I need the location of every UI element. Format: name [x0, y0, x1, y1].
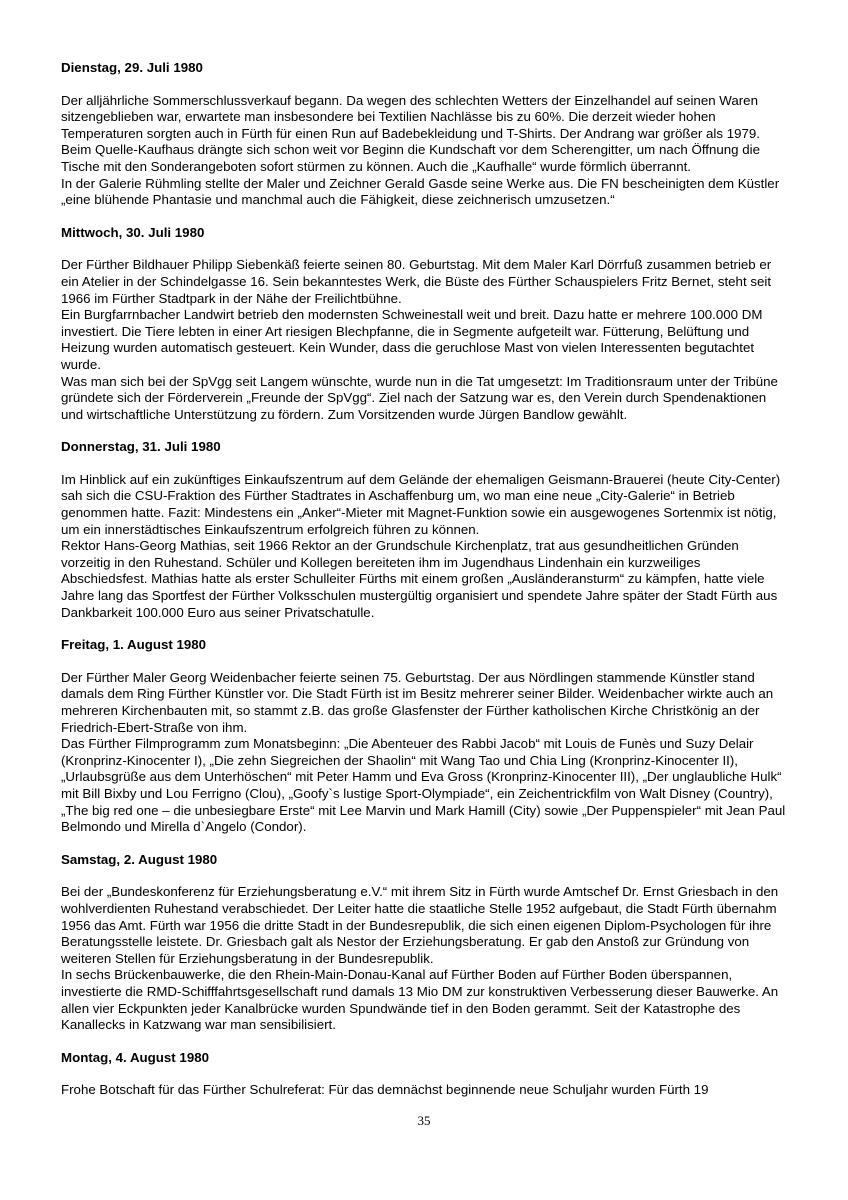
- entry-1980-07-30: [61, 225, 789, 424]
- entry-date-heading: Donnerstag, 31. Juli 1980: [61, 439, 221, 455]
- entry-paragraph: Ein Burgfarrnbacher Landwirt betrieb den modernsten Schweinestall weit und breit. Dazu hatte er mehrere 100.000 DM investiert. Die Tiere lebten in einer Art riesigen Blechpfanne, die in Segmente aufgeteilt war. Fütterung, Belüftung und Heizung wurden automatisch gesteuert. Kein Wunder, dass die geruchlose Mast von vielen Interessenten begutachtet wurde.: [61, 307, 763, 372]
- entry-paragraph: Im Hinblick auf ein zukünftiges Einkaufszentrum auf dem Gelände der ehemaligen Geismann-Brauerei (heute City-Center) sah sich die CSU-Fraktion des Fürther Stadtrates in Aschaffenburg um, wo man eine neue „City-Galerie“ in Betrieb genommen hatte. Fazit: Mindestens ein „Anker“-Mieter mit Magnet-Funktion sowie ein ausgewogenes Sortenmix ist nötig, um ein innerstädtisches Einkaufszentrum erfolgreich führen zu können.: [61, 471, 781, 537]
- entry-1980-07-29: [61, 60, 789, 209]
- entry-date-heading: Montag, 4. August 1980: [61, 1049, 210, 1065]
- entry-paragraph: Bei der „Bundeskonferenz für Erziehungsberatung e.V.“ mit ihrem Sitz in Fürth wurde Amtschef Dr. Ernst Griesbach in den wohlverdienten Ruhestand verabschiedet. Der Leiter hatte die staatliche Stelle 1952 aufgebaut, die Stadt Fürth übernahm 1956 das Amt. Fürth war 1956 die dritte Stadt in der Bundesrepublik, die sich einen eigenen Diplom-Psychologen für ihre Beratungsstelle leistete. Dr. Griesbach galt als Nestor der Erziehungsberatung. Er gab den Anstoß zur Gründung von weiteren Stellen für Erziehungsberatung in der Bundesrepublik.: [61, 884, 779, 966]
- entry-paragraph: Das Fürther Filmprogramm zum Monatsbeginn: „Die Abenteuer des Rabbi Jacob“ mit Louis de Funès und Suzy Delair (Kronprinz-Kinocenter I), „Die zehn Siegreichen der Shaolin“ mit Wang Tao und Chia Ling (Kronprinz-Kinocenter II), „Urlaubsgrüße aus dem Unterhöschen“ mit Peter Hamm und Eva Gross (Kronprinz-Kinocenter III), „Der unglaubliche Hulk“ mit Bill Bixby und Lou Ferrigno (Clou), „Goofy`s lustige Sport-Olympiade“, ein Zeichentrickfilm von Walt Disney (Country), „The big red one – die unbesiegbare Erste“ mit Lee Marvin und Mark Hamill (City) sowie „Der Puppenspieler“ mit Jean Paul Belmondo und Mirella d`Angelo (Condor).: [61, 736, 786, 835]
- entry-date-heading: Freitag, 1. August 1980: [61, 637, 207, 653]
- page-number: 35: [417, 1113, 431, 1128]
- entry-paragraph: Rektor Hans-Georg Mathias, seit 1966 Rektor an der Grundschule Kirchenplatz, trat aus gesundheitlichen Gründen vorzeitig in den Ruhestand. Schüler und Kollegen bereiteten ihm im Jugendhaus Lindenhain ein kurzweiliges Abschiedsfest. Mathias hatte als erster Schulleiter Fürths mit einem großen „Ausländeransturm“ zu kämpfen, hatte viele Jahre lang das Sportfest der Fürther Volksschulen mustergültig organisiert und spendete Jahre später der Stadt Fürth aus Dankbarkeit 100.000 Euro aus seiner Privatschatulle.: [61, 538, 778, 620]
- entry-date-heading: Dienstag, 29. Juli 1980: [61, 60, 203, 75]
- entry-paragraph: Was man sich bei der SpVgg seit Langem wünschte, wurde nun in die Tat umgesetzt: Im Traditionsraum unter der Tribüne gründete sich der Förderverein „Freunde der SpVgg“. Ziel nach der Satzung war es, den Verein durch Spendenaktionen und wirtschaftliche Unterstützung zu fördern. Zum Vorsitzenden wurde Jürgen Bandlow gewählt.: [61, 373, 778, 422]
- entry-paragraph: Frohe Botschaft für das Fürther Schulreferat: Für das demnächst beginnende neue Schuljahr wurden Fürth 19: [61, 1082, 709, 1098]
- document-page: [61, 60, 789, 1099]
- entry-paragraph: Der Fürther Maler Georg Weidenbacher feierte seinen 75. Geburtstag. Der aus Nördlingen stammende Künstler stand damals dem Ring Fürther Künstler vor. Die Stadt Fürth ist im Besitz mehrerer seiner Bilder. Weidenbacher wirkte auch an mehreren Kirchenbauten mit, so stammt z.B. das große Glasfenster der Fürther katholischen Kirche Christkönig an der Friedrich-Ebert-Straße von ihm.: [61, 669, 774, 735]
- entry-paragraph: In sechs Brückenbauwerke, die den Rhein-Main-Donau-Kanal auf Fürther Boden auf Fürther Boden überspannen, investierte die RMD-Schifffahrtsgesellschaft rund damals 13 Mio DM zur konstruktiven Verbesserung dieser Bauwerke. An allen vier Eckpunkten jeder Kanalbrücke wurden Spundwände tief in den Boden gerammt. Seit der Katastrophe des Kanallecks in Katzwang war man sensibilisiert.: [61, 967, 779, 1033]
- entry-1980-08-02: [61, 852, 789, 1034]
- entry-1980-08-04: [61, 1050, 789, 1099]
- entry-paragraph: Der alljährliche Sommerschlussverkauf begann. Da wegen des schlechten Wetters der Einzelhandel auf seinen Waren sitzengeblieben war, erwartete man insbesondere bei Textilien Nachlässe bis zu 60%. Die derzeit wieder hohen Temperaturen sorgten auch in Fürth für einen Run auf Badebekleidung und T-Shirts. Der Andrang war größer als 1979. Beim Quelle-Kaufhaus drängte sich schon weit vor Beginn die Kundschaft vor dem Scherengitter, um nach Öffnung die Tische mit den Sonderangeboten sofort stürmen zu können. Auch die „Kaufhalle“ wurde förmlich überrannt.: [61, 92, 760, 174]
- entry-1980-08-01: [61, 637, 789, 836]
- entry-paragraph: In der Galerie Rühmling stellte der Maler und Zeichner Gerald Gasde seine Werke aus. Die FN bescheinigten dem Küstler „eine blühende Phantasie und manchmal auch die Fähigkeit, diese zeichnerisch umzusetzen.“: [61, 175, 780, 208]
- entry-paragraph: Der Fürther Bildhauer Philipp Siebenkäß feierte seinen 80. Geburtstag. Mit dem Maler Karl Dörrfuß zusammen betrieb er ein Atelier in der Schindelgasse 16. Sein bekanntestes Werk, die Büste des Fürther Schauspielers Fritz Bernet, steht seit 1966 im Fürther Stadtpark in der Nähe der Freilichtbühne.: [61, 257, 772, 306]
- entry-date-heading: Mittwoch, 30. Juli 1980: [61, 224, 205, 240]
- entry-1980-07-31: [61, 439, 789, 621]
- entry-date-heading: Samstag, 2. August 1980: [61, 851, 218, 867]
